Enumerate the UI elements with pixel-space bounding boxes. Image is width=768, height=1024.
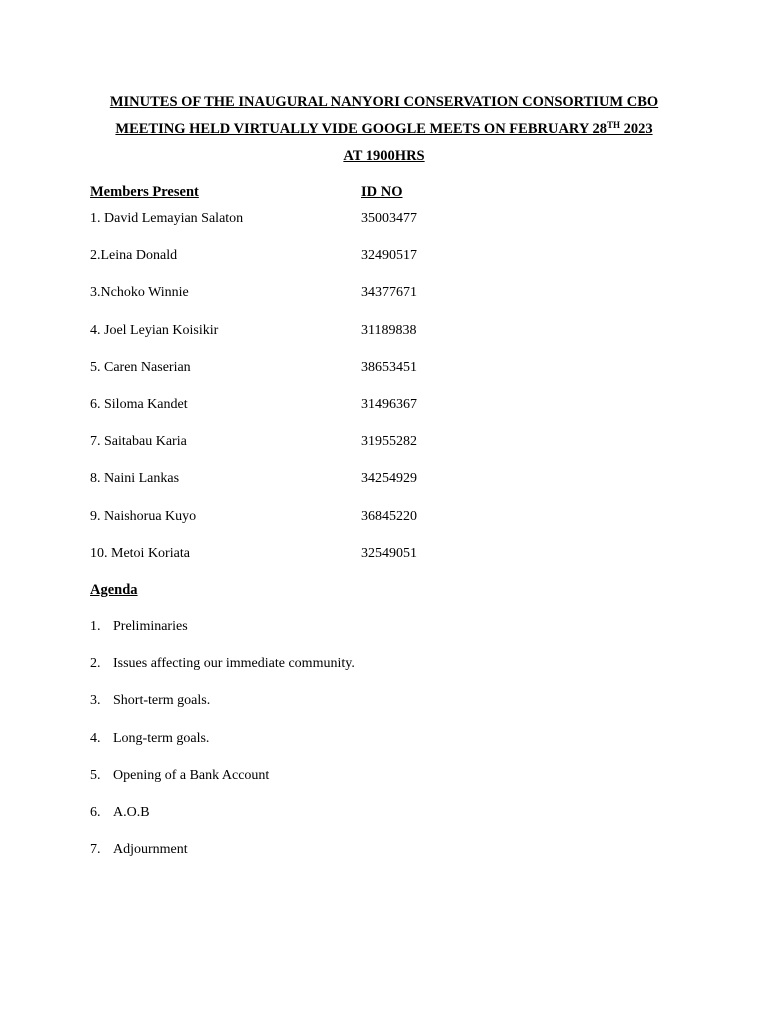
- member-name: 8. Naini Lankas: [90, 471, 180, 487]
- member-row: [90, 211, 490, 248]
- title-line-3-text: AT 1900HRS: [343, 148, 425, 164]
- member-id: 35003477: [361, 211, 417, 226]
- agenda-item: [90, 619, 590, 656]
- agenda-item-number: 2.: [90, 656, 101, 672]
- agenda-item: [90, 768, 590, 805]
- agenda-item: [90, 656, 590, 693]
- title-year: 2023: [619, 121, 653, 137]
- agenda-heading: Agenda: [90, 582, 138, 598]
- agenda-item-text: Long-term goals.: [113, 730, 210, 746]
- member-name: 7. Saitabau Karia: [90, 434, 187, 450]
- agenda-item: [90, 731, 590, 768]
- member-id: 34254929: [361, 471, 417, 487]
- member-name: 5. Caren Naserian: [90, 359, 191, 375]
- agenda-item-number: 3.: [90, 693, 101, 709]
- member-name: 1. David Lemayian Salaton: [90, 211, 244, 226]
- id-no-heading: ID NO: [361, 184, 403, 200]
- member-name: 2.Leina Donald: [90, 248, 178, 264]
- agenda-item: [90, 805, 590, 842]
- agenda-item-number: 1.: [90, 619, 101, 634]
- member-id: 32549051: [361, 545, 417, 561]
- document-title-line-2: [0, 121, 768, 138]
- document-title-line-3: [0, 148, 768, 165]
- member-row: [90, 546, 490, 583]
- agenda-item: [90, 842, 590, 879]
- member-name: 6. Siloma Kandet: [90, 396, 188, 412]
- member-row: [90, 285, 490, 322]
- title-line-2-text: MEETING HELD VIRTUALLY VIDE GOOGLE MEETS ON FEBRUARY 28: [115, 121, 607, 137]
- member-id: 31955282: [361, 434, 417, 450]
- member-row: [90, 323, 490, 360]
- member-row: [90, 471, 490, 508]
- agenda-item-text: Issues affecting our immediate community.: [113, 656, 355, 672]
- agenda-item-number: 7.: [90, 842, 101, 858]
- agenda-item-number: 4.: [90, 730, 101, 746]
- members-list: [90, 211, 490, 583]
- agenda-item-text: Short-term goals.: [113, 693, 211, 709]
- member-name: 3.Nchoko Winnie: [90, 285, 189, 301]
- member-name: 4. Joel Leyian Koisikir: [90, 322, 219, 338]
- agenda-item-text: Opening of a Bank Account: [113, 767, 270, 783]
- members-present-heading: Members Present: [90, 184, 199, 200]
- member-row: [90, 360, 490, 397]
- agenda-item-number: 6.: [90, 804, 101, 820]
- document-title-line-1: [0, 94, 768, 111]
- member-id: 31189838: [361, 322, 417, 338]
- member-row: [90, 434, 490, 471]
- agenda-item: [90, 693, 590, 730]
- member-row: [90, 397, 490, 434]
- agenda-list: [90, 619, 590, 879]
- title-line-1-text: MINUTES OF THE INAUGURAL NANYORI CONSERVATION CONSORTIUM CBO: [109, 94, 659, 110]
- member-id: 36845220: [361, 508, 417, 524]
- agenda-item-text: Preliminaries: [113, 619, 188, 634]
- member-id: 32490517: [361, 248, 417, 264]
- member-name: 9. Naishorua Kuyo: [90, 508, 197, 524]
- member-row: [90, 509, 490, 546]
- member-id: 34377671: [361, 285, 417, 301]
- member-id: 38653451: [361, 359, 417, 375]
- agenda-item-text: Adjournment: [113, 842, 188, 858]
- member-row: [90, 248, 490, 285]
- member-name: 10. Metoi Koriata: [90, 545, 190, 561]
- title-date-ordinal: TH: [606, 120, 620, 130]
- agenda-item-text: A.O.B: [113, 804, 150, 820]
- agenda-item-number: 5.: [90, 767, 101, 783]
- member-id: 31496367: [361, 396, 417, 412]
